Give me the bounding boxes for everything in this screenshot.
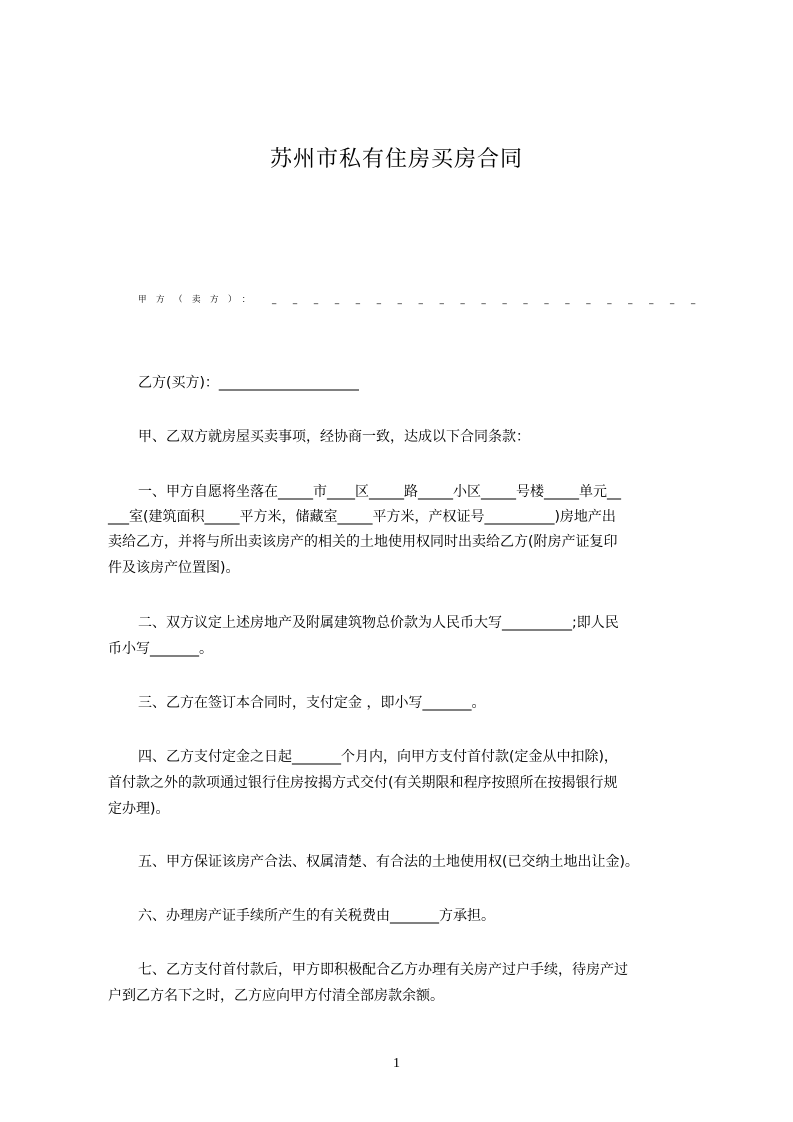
clause-2-line: 币小写_______。	[108, 641, 213, 657]
clause-6: 六、办理房产证手续所产生的有关税费由_______方承担。	[138, 908, 495, 924]
clause-1-line: 卖给乙方，并将与所出卖该房产的相关的土地使用权同时出卖给乙方(附房产证复印	[108, 534, 618, 550]
document-title: 苏州市私有住房买房合同	[269, 147, 523, 172]
party-a-blank: _ _ _ _ _ _ _ _ _ _ _ _ _ _ _ _ _ _ _ _ _	[271, 295, 703, 305]
clause-4-line: 首付款之外的款项通过银行住房按揭方式交付(有关期限和程序按照所在按揭银行规	[108, 775, 618, 791]
intro-text: 甲、乙双方就房屋买卖事项，经协商一致，达成以下合同条款：	[138, 429, 530, 445]
clause-5: 五、甲方保证该房产合法、权属清楚、有合法的土地使用权(已交纳土地出让金)。	[138, 854, 639, 870]
clause-3: 三、乙方在签订本合同时，支付定金 ，即小写_______。	[138, 695, 486, 711]
party-a-line	[138, 293, 702, 305]
party-b-line: 乙方(买方)：____________________	[138, 375, 359, 391]
clause-2-line: 二、双方议定上述房地产及附属建筑物总价款为人民币大写__________;即人民	[138, 615, 619, 631]
clause-1-line: 一、甲方自愿将坐落在_____市____区_____路_____小区_____号楼_____单元__	[138, 484, 621, 500]
clause-4-line: 四、乙方支付定金之日起_______个月内，向甲方支付首付款(定金从中扣除)，	[138, 749, 618, 765]
clause-7-line: 七、乙方支付首付款后，甲方即积极配合乙方办理有关房产过户手续，待房产过	[138, 962, 628, 978]
party-a-label: 甲方（卖方）：	[138, 295, 260, 305]
clause-7-line: 户到乙方名下之时，乙方应向甲方付清全部房款余额。	[108, 988, 444, 1004]
clause-4-line: 定办理)。	[108, 801, 170, 817]
page-number: 1	[393, 1056, 400, 1071]
clause-1-line: 件及该房产位置图)。	[108, 560, 240, 576]
clause-1-line: ___室(建筑面积_____平方米，储藏室_____平方米，产权证号__________)房地产出	[108, 509, 616, 525]
